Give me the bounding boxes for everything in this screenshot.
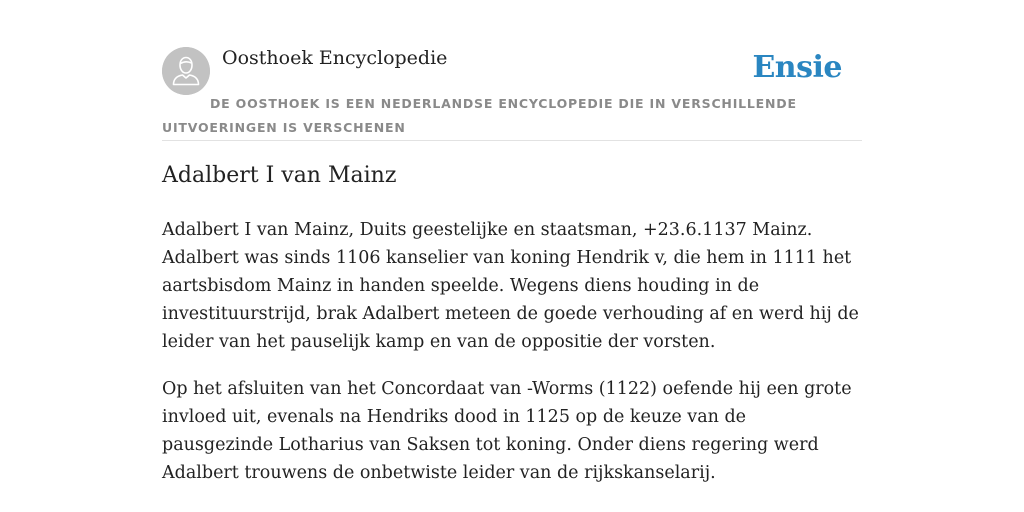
ensie-logo[interactable]: Ensie <box>752 50 842 85</box>
source-name[interactable]: Oosthoek Encyclopedie <box>222 47 448 69</box>
article-paragraph: Op het afsluiten van het Concordaat van -Worms (1122) oefende hij een grote invloed uit, evenals na Hendriks dood in 1125 op de keuze van de pausgezinde Lotharius van Saksen tot koning. Onder diens regering werd Adalbert trouwens de onbetwiste leider van de rijkskanselarij. <box>162 379 852 483</box>
article-title: Adalbert I van Mainz <box>162 163 397 188</box>
source-header <box>162 46 862 141</box>
user-avatar-icon[interactable] <box>162 47 210 95</box>
article-body <box>162 216 862 506</box>
article-paragraph: Adalbert I van Mainz, Duits geestelijke en staatsman, +23.6.1137 Mainz. Adalbert was sinds 1106 kanselier van koning Hendrik v, die hem in 1111 het aartsbisdom Mainz in handen speelde. Wegens diens houding in de investituurstrijd, brak Adalbert meteen de goede verhouding af en werd hij de leider van het pauselijk kamp en van de oppositie der vorsten. <box>162 220 859 352</box>
source-description: DE OOSTHOEK IS EEN NEDERLANDSE ENCYCLOPEDIE DIE IN VERSCHILLENDE UITVOERINGEN IS VERSCHENEN <box>162 96 797 135</box>
